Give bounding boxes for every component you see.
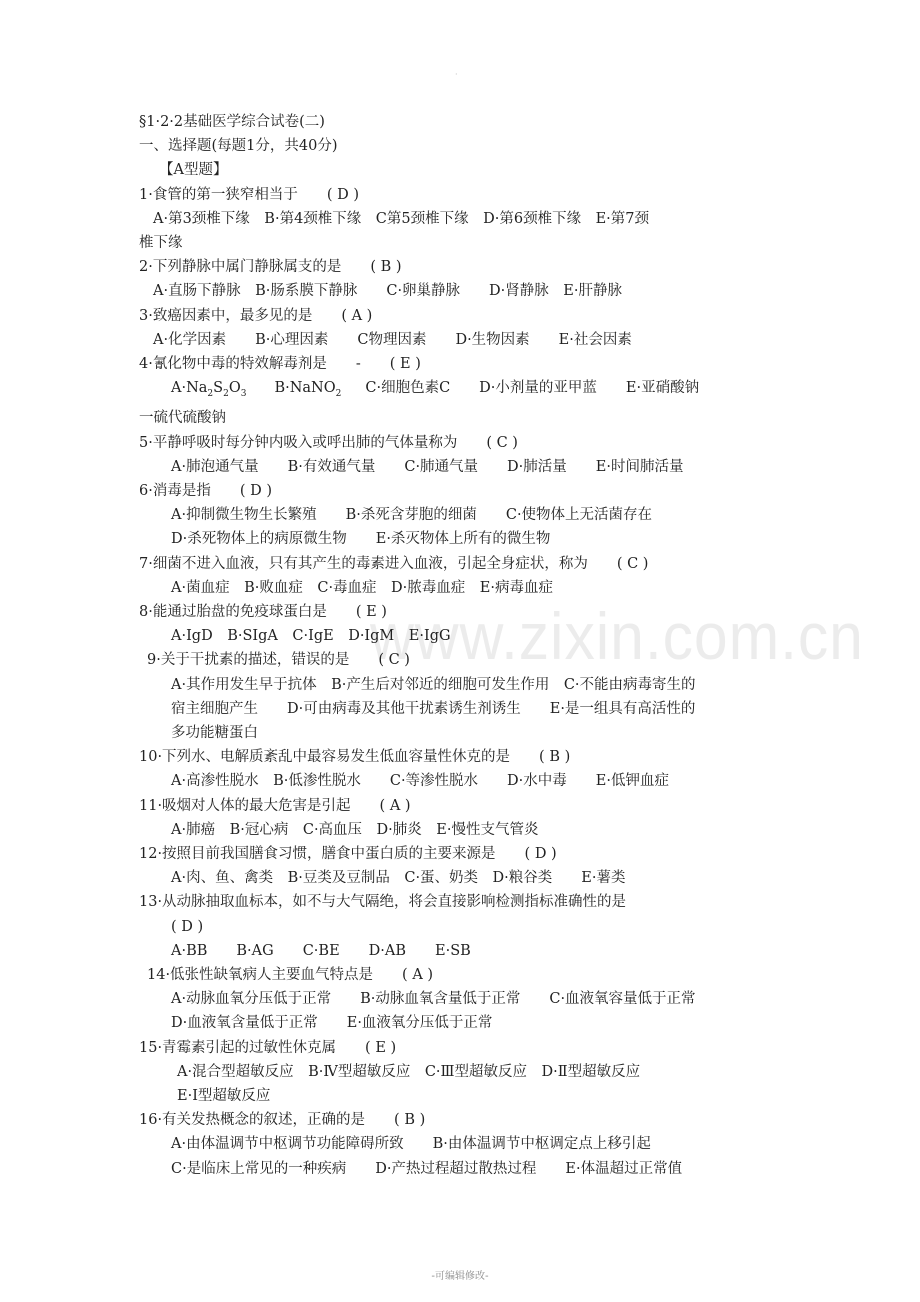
question-1-options-continued: 椎下缘 <box>139 235 183 252</box>
option-a-formula: $A\cdot Na_2S_2O_3$ <box>171 380 247 400</box>
question-16-options-1: A·由体温调节中枢调节功能障碍所致 B·由体温调节中枢调定点上移引起 <box>171 1136 651 1153</box>
question-14-options-2: D·血液氧含量低于正常 E·血液氧分压低于正常 <box>171 1015 493 1032</box>
question-10-options: A·高渗性脱水 B·低渗性脱水 C·等渗性脱水 D·水中毒 E·低钾血症 <box>171 773 669 790</box>
question-16: 16·有关发热概念的叙述，正确的是 ( B ) <box>139 1112 426 1129</box>
question-6-options-2: D·杀死物体上的病原微生物 E·杀灭物体上所有的微生物 <box>171 531 551 548</box>
question-5-options: A·肺泡通气量 B·有效通气量 C·肺通气量 D·肺活量 E·时间肺活量 <box>171 458 684 475</box>
option-rest: C·细胞色素C D·小剂量的亚甲蓝 E·亚硝酸钠 <box>365 380 700 397</box>
question-9-options-2: 宿主细胞产生 D·可由病毒及其他干扰素诱生剂诱生 E·是一组具有高活性的 <box>171 700 696 717</box>
question-15: 15·青霉素引起的过敏性休克属 ( E ) <box>139 1039 397 1056</box>
question-11-options: A·肺癌 B·冠心病 C·高血压 D·肺炎 E·慢性支气管炎 <box>171 821 539 838</box>
exam-title: §1·2·2基础医学综合试卷(二) <box>139 114 325 130</box>
question-4-options <box>139 376 799 406</box>
question-3: 3·致癌因素中，最多见的是 ( A ) <box>139 307 373 324</box>
question-12-options: A·肉、鱼、禽类 B·豆类及豆制品 C·蛋、奶类 D·粮谷类 E·薯类 <box>171 870 626 887</box>
subsection-heading: 【A型题】 <box>159 162 228 179</box>
question-3-options: A·化学因素 B·心理因素 C物理因素 D·生物因素 E·社会因素 <box>153 331 632 348</box>
question-7: 7·细菌不进入血液，只有其产生的毒素进入血液，引起全身症状，称为 ( C ) <box>139 555 649 572</box>
question-8: 8·能通过胎盘的免疫球蛋白是 ( E ) <box>139 603 387 620</box>
question-15-options-2: E·I型超敏反应 <box>177 1088 271 1105</box>
top-mark: · <box>455 70 458 79</box>
question-15-options-1: A·混合型超敏反应 B·Ⅳ型超敏反应 C·Ⅲ型超敏反应 D·Ⅱ型超敏反应 <box>177 1063 641 1080</box>
question-9-options-3: 多功能糖蛋白 <box>171 724 258 741</box>
question-13-options: A·BB B·AG C·BE D·AB E·SB <box>171 942 471 959</box>
question-16-options-2: C·是临床上常见的一种疾病 D·产热过程超过散热过程 E·体温超过正常值 <box>171 1160 683 1177</box>
question-13-answer: ( D ) <box>171 918 204 935</box>
question-8-options: A·IgD B·SIgA C·IgE D·IgM E·IgG <box>171 628 451 645</box>
question-9: 9·关于干扰素的描述，错误的是 ( C ) <box>147 652 410 669</box>
question-6: 6·消毒是指 ( D ) <box>139 482 272 499</box>
question-1-options: A·第3颈椎下缘 B·第4颈椎下缘 C第5颈椎下缘 D·第6颈椎下缘 E·第7颈 <box>153 210 649 227</box>
option-b-formula: B·NaNO$_2$ <box>274 380 342 400</box>
section-heading: 一、选择题(每题1分，共40分) <box>139 138 338 155</box>
question-6-options-1: A·抑制微生物生长繁殖 B·杀死含芽胞的细菌 C·使物体上无活菌存在 <box>171 507 653 524</box>
question-9-options-1: A·其作用发生早于抗体 B·产生后对邻近的细胞可发生作用 C·不能由病毒寄生的 <box>171 676 696 693</box>
question-2-options: A·直肠下静脉 B·肠系膜下静脉 C·卵巢静脉 D·肾静脉 E·肝静脉 <box>153 283 622 300</box>
page-footer: -可编辑修改- <box>431 1271 489 1282</box>
question-10: 10·下列水、电解质紊乱中最容易发生低血容量性休克的是 ( B ) <box>139 749 571 766</box>
question-12: 12·按照目前我国膳食习惯，膳食中蛋白质的主要来源是 ( D ) <box>139 845 557 862</box>
question-5: 5·平静呼吸时每分钟内吸入或呼出肺的气体量称为 ( C ) <box>139 434 518 451</box>
exam-body <box>139 110 799 1181</box>
question-4-options-continued: 一硫代硫酸钠 <box>139 410 226 427</box>
question-1: 1·食管的第一狭窄相当于 ( D ) <box>139 186 359 203</box>
question-14: 14·低张性缺氧病人主要血气特点是 ( A ) <box>147 967 434 983</box>
question-14-options-1: A·动脉血氧分压低于正常 B·动脉血氧含量低于正常 C·血液氧容量低于正常 <box>171 991 696 1008</box>
watermark: www.zixin.com.cn <box>370 599 864 673</box>
question-2: 2·下列静脉中属门静脉属支的是 ( B ) <box>139 259 402 276</box>
question-13: 13·从动脉抽取血标本，如不与大气隔绝，将会直接影响检测指标准确性的是 <box>139 894 627 911</box>
question-11: 11·吸烟对人体的最大危害是引起 ( A ) <box>139 797 411 814</box>
question-4: 4·氰化物中毒的特效解毒剂是 - ( E ) <box>139 356 421 373</box>
question-7-options: A·菌血症 B·败血症 C·毒血症 D·脓毒血症 E·病毒血症 <box>171 579 553 596</box>
